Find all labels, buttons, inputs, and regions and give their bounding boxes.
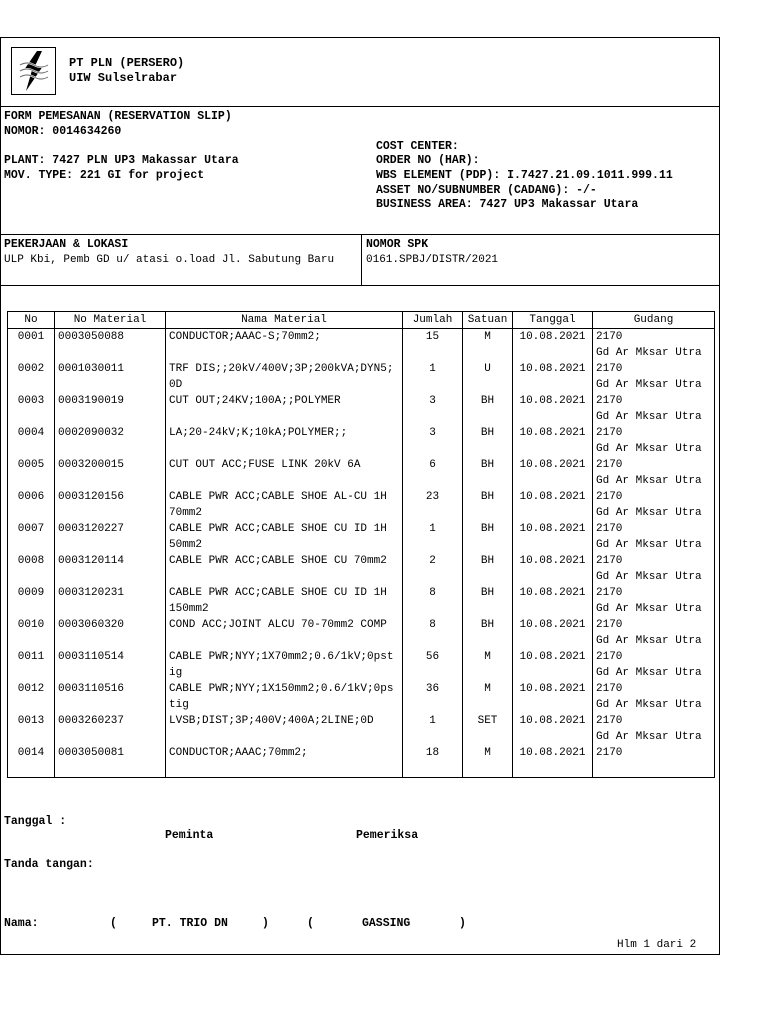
quantity: 36 — [403, 681, 463, 713]
date: 10.08.2021 — [513, 521, 593, 553]
warehouse: 2170 Gd Ar Mksar Utra — [593, 393, 715, 425]
warehouse: 2170 Gd Ar Mksar Utra — [593, 617, 715, 649]
quantity: 3 — [403, 425, 463, 457]
table-row — [8, 425, 715, 457]
unit: BH — [463, 521, 513, 553]
warehouse: 2170 Gd Ar Mksar Utra — [593, 329, 715, 362]
quantity: 8 — [403, 617, 463, 649]
unit: BH — [463, 393, 513, 425]
nama-label: Nama: — [4, 917, 39, 930]
material-table — [7, 311, 715, 778]
quantity: 18 — [403, 745, 463, 777]
material-number: 0003120156 — [55, 489, 166, 521]
quantity: 56 — [403, 649, 463, 681]
unit: BH — [463, 489, 513, 521]
table-row — [8, 745, 715, 777]
peminta-name: PT. TRIO DN — [152, 917, 228, 930]
warehouse: 2170 Gd Ar Mksar Utra — [593, 553, 715, 585]
row-no: 0014 — [8, 745, 55, 777]
bracket-close: ) — [459, 917, 466, 930]
unit: M — [463, 329, 513, 362]
warehouse: 2170 Gd Ar Mksar Utra — [593, 425, 715, 457]
row-no: 0012 — [8, 681, 55, 713]
material-number: 0003050081 — [55, 745, 166, 777]
material-number: 0003200015 — [55, 457, 166, 489]
quantity: 1 — [403, 713, 463, 745]
col-header-no: No — [8, 312, 55, 329]
quantity: 8 — [403, 585, 463, 617]
table-row — [8, 393, 715, 425]
material-name: CUT OUT ACC;FUSE LINK 20kV 6A — [166, 457, 403, 489]
material-number: 0001030011 — [55, 361, 166, 393]
company-name: PT PLN (PERSERO) — [69, 56, 185, 70]
quantity: 23 — [403, 489, 463, 521]
row-no: 0009 — [8, 585, 55, 617]
row-no: 0006 — [8, 489, 55, 521]
warehouse: 2170 Gd Ar Mksar Utra — [593, 713, 715, 745]
table-row — [8, 681, 715, 713]
table-row — [8, 553, 715, 585]
pln-logo-icon — [11, 47, 56, 95]
unit: U — [463, 361, 513, 393]
business-area: BUSINESS AREA: 7427 UP3 Makassar Utara — [376, 198, 639, 211]
spk-value: 0161.SPBJ/DISTR/2021 — [366, 254, 499, 266]
material-number: 0003120114 — [55, 553, 166, 585]
table-row — [8, 713, 715, 745]
date: 10.08.2021 — [513, 361, 593, 393]
work-value: ULP Kbi, Pemb GD u/ atasi o.load Jl. Sabutung Baru — [4, 254, 335, 266]
col-header-nama-material: Nama Material — [166, 312, 403, 329]
row-no: 0013 — [8, 713, 55, 745]
col-header-satuan: Satuan — [463, 312, 513, 329]
warehouse: 2170 Gd Ar Mksar Utra — [593, 649, 715, 681]
row-no: 0005 — [8, 457, 55, 489]
material-name: CABLE PWR ACC;CABLE SHOE CU ID 1H 50mm2 — [166, 521, 403, 553]
material-number: 0003260237 — [55, 713, 166, 745]
date: 10.08.2021 — [513, 745, 593, 777]
col-header-jumlah: Jumlah — [403, 312, 463, 329]
warehouse: 2170 Gd Ar Mksar Utra — [593, 489, 715, 521]
row-no: 0008 — [8, 553, 55, 585]
quantity: 2 — [403, 553, 463, 585]
warehouse: 2170 Gd Ar Mksar Utra — [593, 521, 715, 553]
row-no: 0010 — [8, 617, 55, 649]
unit: BH — [463, 425, 513, 457]
quantity: 3 — [403, 393, 463, 425]
unit: BH — [463, 585, 513, 617]
date: 10.08.2021 — [513, 425, 593, 457]
bracket-close: ) — [262, 917, 269, 930]
material-name: LA;20-24kV;K;10kA;POLYMER;; — [166, 425, 403, 457]
warehouse: 2170 — [593, 745, 715, 777]
date: 10.08.2021 — [513, 457, 593, 489]
mov-type: MOV. TYPE: 221 GI for project — [4, 169, 205, 182]
material-number: 0003120227 — [55, 521, 166, 553]
material-number: 0003120231 — [55, 585, 166, 617]
date: 10.08.2021 — [513, 393, 593, 425]
col-header-tanggal: Tanggal — [513, 312, 593, 329]
material-name: CONDUCTOR;AAAC;70mm2; — [166, 745, 403, 777]
material-name: TRF DIS;;20kV/400V;3P;200kVA;DYN5;0D — [166, 361, 403, 393]
row-no: 0001 — [8, 329, 55, 362]
table-row — [8, 361, 715, 393]
form-title: FORM PEMESANAN (RESERVATION SLIP) — [4, 110, 232, 123]
wbs-element: WBS ELEMENT (PDP): I.7427.21.09.1011.999.11 — [376, 169, 673, 182]
material-name: CABLE PWR;NYY;1X70mm2;0.6/1kV;0pstig — [166, 649, 403, 681]
warehouse: 2170 Gd Ar Mksar Utra — [593, 585, 715, 617]
row-no: 0004 — [8, 425, 55, 457]
table-row — [8, 617, 715, 649]
col-header-gudang: Gudang — [593, 312, 715, 329]
cost-center: COST CENTER: — [376, 140, 459, 153]
warehouse: 2170 Gd Ar Mksar Utra — [593, 457, 715, 489]
material-name: LVSB;DIST;3P;400V;400A;2LINE;0D — [166, 713, 403, 745]
quantity: 15 — [403, 329, 463, 362]
pemeriksa-label: Pemeriksa — [356, 829, 419, 842]
unit: BH — [463, 617, 513, 649]
warehouse: 2170 Gd Ar Mksar Utra — [593, 361, 715, 393]
asset-no: ASSET NO/SUBNUMBER (CADANG): -/- — [376, 184, 597, 197]
row-no: 0007 — [8, 521, 55, 553]
date: 10.08.2021 — [513, 713, 593, 745]
peminta-label: Peminta — [165, 829, 214, 842]
date: 10.08.2021 — [513, 489, 593, 521]
page-number: Hlm 1 dari 2 — [617, 939, 697, 951]
unit: M — [463, 745, 513, 777]
tanda-tangan-label: Tanda tangan: — [4, 858, 94, 871]
divider — [0, 285, 720, 286]
unit: M — [463, 649, 513, 681]
date: 10.08.2021 — [513, 585, 593, 617]
plant: PLANT: 7427 PLN UP3 Makassar Utara — [4, 154, 239, 167]
material-number: 0002090032 — [55, 425, 166, 457]
table-row — [8, 521, 715, 553]
divider — [361, 234, 362, 285]
material-name: CABLE PWR;NYY;1X150mm2;0.6/1kV;0pstig — [166, 681, 403, 713]
date: 10.08.2021 — [513, 617, 593, 649]
quantity: 1 — [403, 521, 463, 553]
work-label: PEKERJAAN & LOKASI — [4, 238, 129, 251]
tanggal-label: Tanggal : — [4, 815, 67, 828]
divider — [0, 234, 720, 235]
row-no: 0003 — [8, 393, 55, 425]
row-no: 0002 — [8, 361, 55, 393]
col-header-no-material: No Material — [55, 312, 166, 329]
order-no: ORDER NO (HAR): — [376, 154, 480, 167]
table-header-row — [8, 312, 715, 329]
bracket-open: ( — [307, 917, 314, 930]
divider — [0, 106, 720, 107]
material-name: CONDUCTOR;AAAC-S;70mm2; — [166, 329, 403, 362]
warehouse: 2170 Gd Ar Mksar Utra — [593, 681, 715, 713]
date: 10.08.2021 — [513, 649, 593, 681]
form-number: NOMOR: 0014634260 — [4, 125, 122, 138]
material-name: CUT OUT;24KV;100A;;POLYMER — [166, 393, 403, 425]
material-number: 0003110514 — [55, 649, 166, 681]
date: 10.08.2021 — [513, 329, 593, 362]
material-number: 0003110516 — [55, 681, 166, 713]
row-no: 0011 — [8, 649, 55, 681]
table-row — [8, 489, 715, 521]
material-number: 0003060320 — [55, 617, 166, 649]
quantity: 6 — [403, 457, 463, 489]
table-row — [8, 329, 715, 362]
unit: SET — [463, 713, 513, 745]
unit: BH — [463, 457, 513, 489]
company-unit: UIW Sulselrabar — [69, 71, 178, 85]
unit: M — [463, 681, 513, 713]
spk-label: NOMOR SPK — [366, 238, 429, 251]
material-name: CABLE PWR ACC;CABLE SHOE CU ID 1H 150mm2 — [166, 585, 403, 617]
material-number: 0003190019 — [55, 393, 166, 425]
date: 10.08.2021 — [513, 553, 593, 585]
material-name: CABLE PWR ACC;CABLE SHOE AL-CU 1H 70mm2 — [166, 489, 403, 521]
table-row — [8, 585, 715, 617]
bracket-open: ( — [110, 917, 117, 930]
table-row — [8, 649, 715, 681]
material-name: CABLE PWR ACC;CABLE SHOE CU 70mm2 — [166, 553, 403, 585]
quantity: 1 — [403, 361, 463, 393]
table-row — [8, 457, 715, 489]
pemeriksa-name: GASSING — [362, 917, 411, 930]
material-name: COND ACC;JOINT ALCU 70-70mm2 COMP — [166, 617, 403, 649]
unit: BH — [463, 553, 513, 585]
material-number: 0003050088 — [55, 329, 166, 362]
date: 10.08.2021 — [513, 681, 593, 713]
